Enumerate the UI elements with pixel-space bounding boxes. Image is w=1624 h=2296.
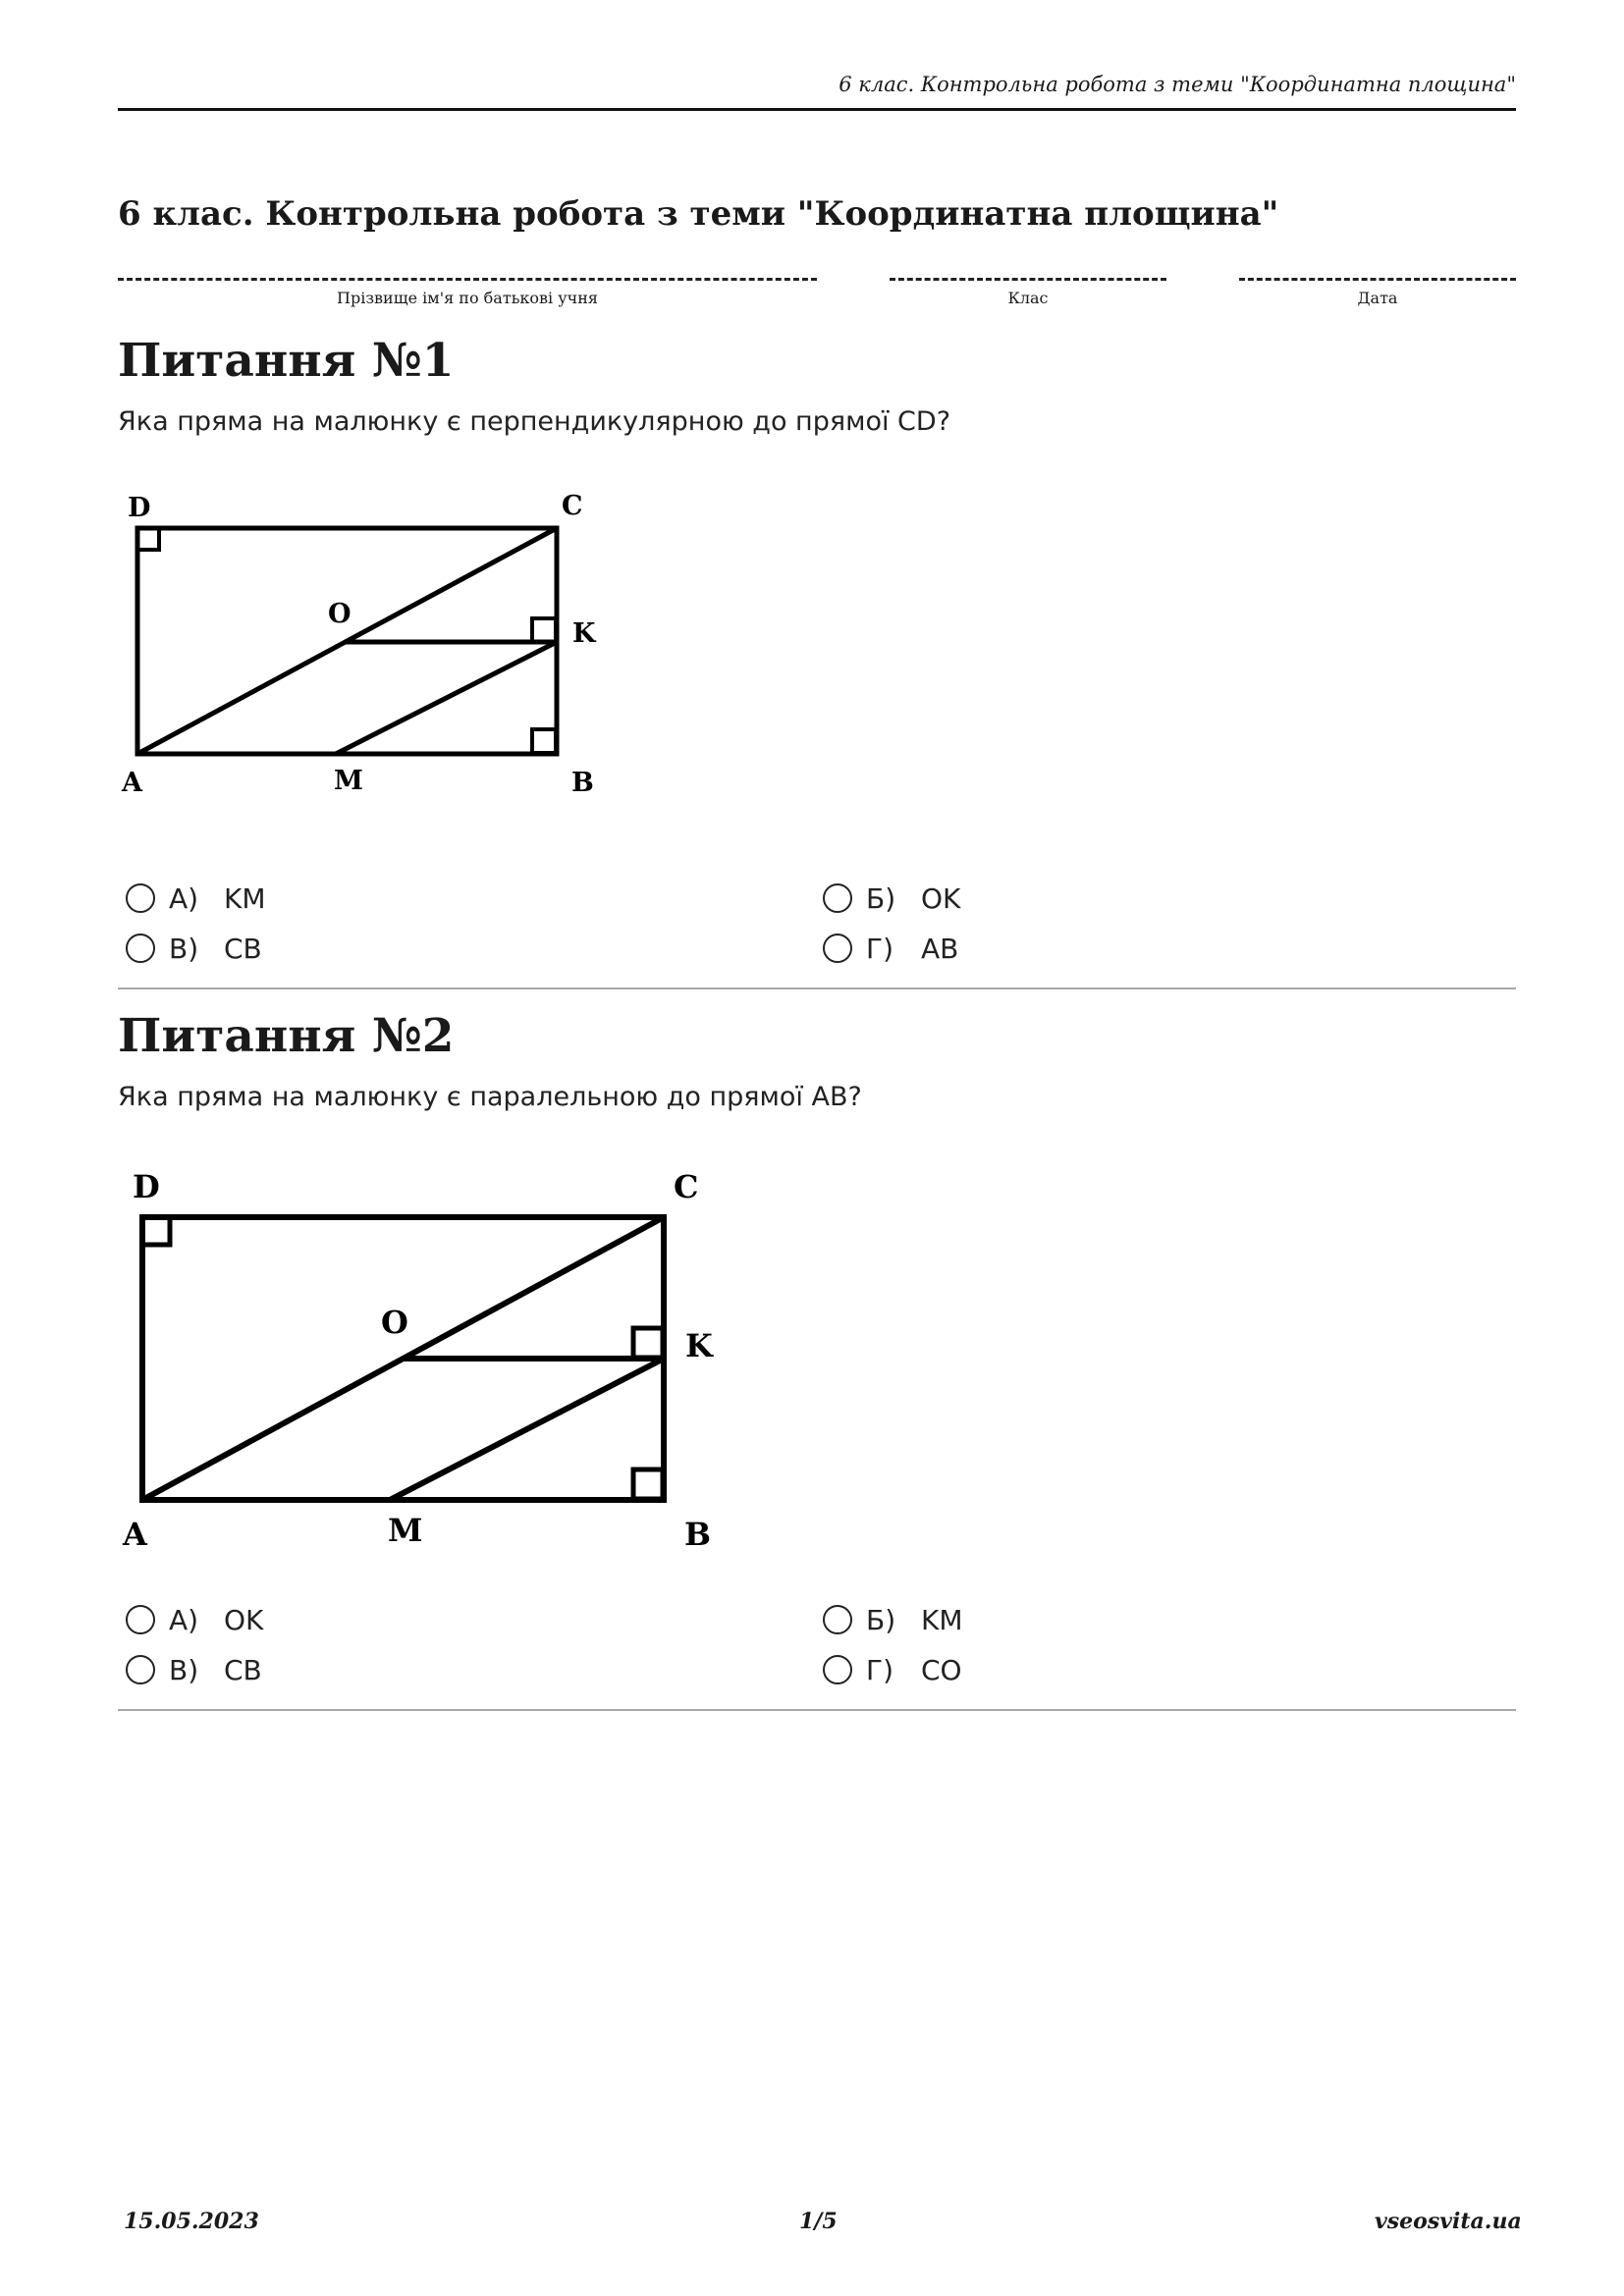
option-letter: Г) xyxy=(866,932,893,965)
radio-button[interactable] xyxy=(126,934,155,963)
right-angle-d xyxy=(142,1217,170,1245)
label-k: K xyxy=(685,1327,713,1364)
right-angle-b xyxy=(532,729,556,753)
option-letter: Б) xyxy=(866,881,896,915)
option-value: KM xyxy=(224,881,266,915)
label-b: B xyxy=(684,1516,712,1553)
label-a: A xyxy=(122,768,142,798)
radio-button[interactable] xyxy=(823,883,852,913)
question-1-option-a[interactable] xyxy=(126,879,266,918)
label-m: M xyxy=(388,1512,423,1549)
question-1-figure xyxy=(118,485,628,809)
question-1-divider xyxy=(118,988,1516,989)
option-letter: Г) xyxy=(866,1653,893,1686)
radio-button[interactable] xyxy=(823,934,852,963)
label-a: A xyxy=(123,1516,147,1553)
option-value: OK xyxy=(921,881,961,915)
option-letter: А) xyxy=(169,1603,199,1636)
right-angle-k xyxy=(633,1328,663,1358)
radio-button[interactable] xyxy=(126,1605,155,1634)
option-value: CO xyxy=(921,1653,962,1686)
option-value: CB xyxy=(224,1653,262,1686)
label-d: D xyxy=(128,493,151,523)
right-angle-k xyxy=(532,618,556,642)
question-2-figure xyxy=(118,1164,746,1557)
option-value: CB xyxy=(224,932,262,965)
running-header: 6 клас. Контрольна робота з теми "Координатна площина" xyxy=(839,73,1516,96)
name-field[interactable] xyxy=(118,278,817,281)
segment-mk xyxy=(336,642,557,754)
question-2-divider xyxy=(118,1709,1516,1711)
radio-button[interactable] xyxy=(823,1655,852,1684)
name-field-label: Прізвище ім'я по батькові учня xyxy=(337,289,598,307)
question-2-option-b[interactable] xyxy=(823,1600,963,1639)
question-1-text: Яка пряма на малюнку є перпендикулярною до прямої CD? xyxy=(118,406,951,437)
class-field[interactable] xyxy=(890,278,1166,281)
right-angle-d xyxy=(137,528,159,550)
option-letter: Б) xyxy=(866,1603,896,1636)
segment-mk xyxy=(390,1359,664,1500)
document-title: 6 клас. Контрольна робота з теми "Координатна площина" xyxy=(118,194,1279,234)
option-value: AB xyxy=(921,932,959,965)
label-c: C xyxy=(562,491,583,521)
radio-button[interactable] xyxy=(126,1655,155,1684)
date-field[interactable] xyxy=(1239,278,1516,281)
label-b: B xyxy=(571,768,594,798)
option-value: KM xyxy=(921,1603,963,1636)
question-1-option-b[interactable] xyxy=(823,879,960,918)
date-field-label: Дата xyxy=(1357,289,1398,307)
header-divider xyxy=(118,108,1516,111)
question-2-text: Яка пряма на малюнку є паралельною до прямої AB? xyxy=(118,1082,862,1112)
label-o: O xyxy=(328,599,352,629)
label-k: K xyxy=(572,618,596,649)
right-angle-b xyxy=(633,1469,663,1499)
option-letter: В) xyxy=(169,932,199,965)
question-2-heading: Питання №2 xyxy=(118,1009,455,1063)
radio-button[interactable] xyxy=(126,883,155,913)
question-1-option-g[interactable] xyxy=(823,929,958,968)
label-d: D xyxy=(133,1168,160,1205)
question-2-option-a[interactable] xyxy=(126,1600,263,1639)
class-field-label: Клас xyxy=(1007,289,1049,307)
option-value: OK xyxy=(224,1603,264,1636)
radio-button[interactable] xyxy=(823,1605,852,1634)
question-1-option-v[interactable] xyxy=(126,929,262,968)
question-2-option-g[interactable] xyxy=(823,1650,962,1689)
option-letter: А) xyxy=(169,881,199,915)
question-1-heading: Питання №1 xyxy=(118,334,455,388)
option-letter: В) xyxy=(169,1653,199,1686)
footer-date: 15.05.2023 xyxy=(124,2209,259,2234)
label-c: C xyxy=(674,1168,699,1205)
question-2-option-v[interactable] xyxy=(126,1650,262,1689)
footer-site: vseosvita.ua xyxy=(1375,2209,1522,2234)
label-m: M xyxy=(334,766,363,796)
footer-page-number: 1/5 xyxy=(799,2209,838,2234)
label-o: O xyxy=(381,1304,408,1341)
